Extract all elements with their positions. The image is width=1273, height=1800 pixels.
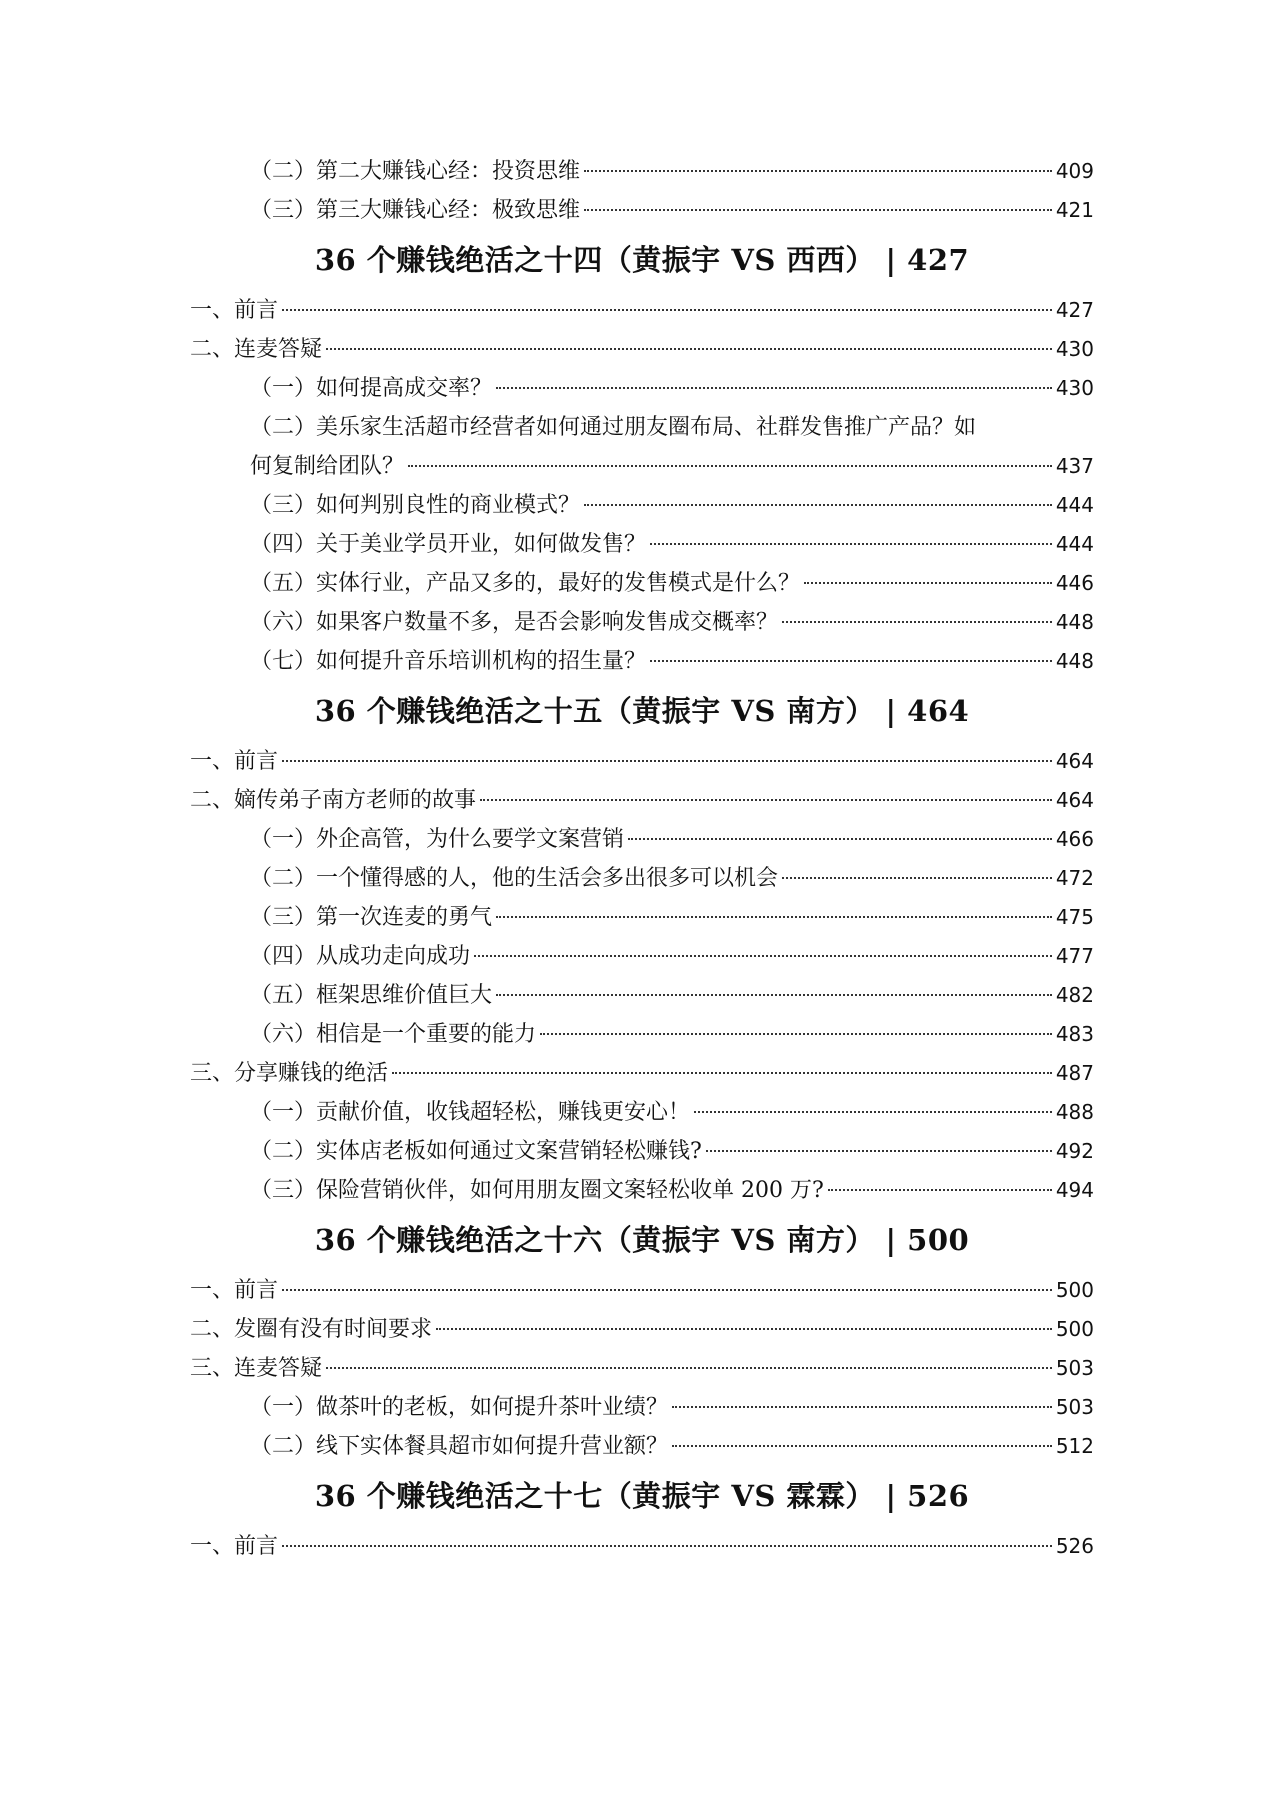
toc-entry[interactable]	[190, 1093, 1094, 1132]
toc-entry[interactable]	[190, 1388, 1094, 1427]
toc-entry-title: （五）框架思维价值巨大	[250, 983, 493, 1008]
toc-entry[interactable]	[190, 642, 1094, 681]
toc-entry-title: （四）从成功走向成功	[250, 944, 471, 969]
toc-entry-title: （二）一个懂得感的人，他的生活会多出很多可以机会	[250, 866, 779, 891]
dot-leader	[496, 387, 1052, 389]
dot-leader	[584, 504, 1052, 506]
toc-entry-page: 430	[1055, 337, 1094, 361]
chapter-heading[interactable]: 36 个赚钱绝活之十七（黄振宇 VS 霖霖） | 526	[314, 1479, 970, 1513]
toc-entry-title: 二、连麦答疑	[190, 337, 323, 362]
dot-leader	[326, 348, 1052, 350]
dot-leader	[282, 760, 1052, 762]
toc-entry-title: 三、分享赚钱的绝活	[190, 1061, 389, 1086]
toc-entry-title: （一）做茶叶的老板，如何提升茶叶业绩？	[250, 1395, 669, 1420]
dot-leader	[782, 877, 1052, 879]
toc-entry[interactable]	[190, 937, 1094, 976]
dot-leader	[282, 1289, 1052, 1291]
dot-leader	[628, 838, 1052, 840]
toc-entry-title: （二）实体店老板如何通过文案营销轻松赚钱?	[250, 1139, 702, 1164]
toc-entry[interactable]	[190, 1271, 1094, 1310]
toc-entry[interactable]	[190, 191, 1094, 230]
dot-leader	[392, 1072, 1052, 1074]
toc-entry[interactable]	[190, 525, 1094, 564]
dot-leader	[408, 465, 1052, 467]
toc-entry-title: （一）外企高管，为什么要学文案营销	[250, 827, 625, 852]
table-of-contents	[190, 152, 1094, 1566]
dot-leader	[474, 955, 1052, 957]
toc-entry-title: 二、嫡传弟子南方老师的故事	[190, 788, 477, 813]
toc-entry-title: （一）如何提高成交率？	[250, 376, 493, 401]
toc-entry[interactable]	[190, 1054, 1094, 1093]
dot-leader	[804, 582, 1052, 584]
toc-entry-page: 494	[1055, 1178, 1094, 1202]
toc-entry-title: 一、前言	[190, 298, 279, 323]
chapter-heading[interactable]: 36 个赚钱绝活之十六（黄振宇 VS 南方） | 500	[314, 1223, 970, 1257]
dot-leader	[584, 170, 1052, 172]
toc-entry-title: 三、连麦答疑	[190, 1356, 323, 1381]
toc-entry[interactable]	[190, 1171, 1094, 1210]
toc-entry-title: 一、前言	[190, 1278, 279, 1303]
toc-entry-title: （一）贡献价值，收钱超轻松，赚钱更安心！	[250, 1100, 691, 1125]
toc-entry-page: 488	[1055, 1100, 1094, 1124]
toc-entry[interactable]	[190, 291, 1094, 330]
toc-entry[interactable]	[190, 330, 1094, 369]
dot-leader	[782, 621, 1052, 623]
toc-entry-title: （三）保险营销伙伴，如何用朋友圈文案轻松收单 200 万?	[250, 1178, 824, 1203]
toc-entry-page: 448	[1055, 649, 1094, 673]
toc-entry-page: 526	[1055, 1534, 1094, 1558]
toc-entry-page: 430	[1055, 376, 1094, 400]
toc-entry-page: 475	[1055, 905, 1094, 929]
toc-entry-page: 446	[1055, 571, 1094, 595]
dot-leader	[672, 1445, 1052, 1447]
toc-entry-title: （五）实体行业，产品又多的，最好的发售模式是什么？	[250, 571, 801, 596]
dot-leader	[828, 1189, 1052, 1191]
toc-entry[interactable]	[190, 603, 1094, 642]
toc-entry[interactable]	[190, 408, 1094, 486]
toc-entry-page: 500	[1055, 1317, 1094, 1341]
dot-leader	[584, 209, 1052, 211]
toc-entry[interactable]	[190, 486, 1094, 525]
dot-leader	[650, 543, 1052, 545]
toc-entry-title: （三）如何判别良性的商业模式？	[250, 493, 581, 518]
toc-entry-page: 444	[1055, 532, 1094, 556]
toc-entry-page: 409	[1055, 159, 1094, 183]
dot-leader	[672, 1406, 1052, 1408]
toc-entry-page: 492	[1055, 1139, 1094, 1163]
toc-entry-title: （二）第二大赚钱心经：投资思维	[250, 159, 581, 184]
toc-entry[interactable]	[190, 369, 1094, 408]
toc-entry-page: 464	[1055, 788, 1094, 812]
toc-entry[interactable]	[190, 976, 1094, 1015]
toc-entry[interactable]	[190, 1132, 1094, 1171]
dot-leader	[706, 1150, 1052, 1152]
toc-entry-title-continued: 何复制给团队？	[250, 454, 405, 479]
toc-entry-title: （二）线下实体餐具超市如何提升营业额？	[250, 1434, 669, 1459]
toc-entry[interactable]	[190, 1310, 1094, 1349]
toc-entry-title: （二）美乐家生活超市经营者如何通过朋友圈布局、社群发售推广产品？如	[250, 415, 977, 440]
dot-leader	[436, 1328, 1052, 1330]
toc-entry-page: 437	[1055, 454, 1094, 478]
toc-entry-page: 464	[1055, 749, 1094, 773]
toc-entry[interactable]	[190, 820, 1094, 859]
toc-entry-page: 444	[1055, 493, 1094, 517]
toc-entry-page: 477	[1055, 944, 1094, 968]
dot-leader	[480, 799, 1052, 801]
dot-leader	[496, 916, 1052, 918]
toc-entry-page: 427	[1055, 298, 1094, 322]
toc-entry-page: 466	[1055, 827, 1094, 851]
toc-entry-title: （三）第一次连麦的勇气	[250, 905, 493, 930]
toc-entry[interactable]	[190, 742, 1094, 781]
dot-leader	[496, 994, 1052, 996]
chapter-heading[interactable]: 36 个赚钱绝活之十四（黄振宇 VS 西西） | 427	[314, 243, 970, 277]
toc-entry-page: 512	[1055, 1434, 1094, 1458]
toc-entry[interactable]	[190, 564, 1094, 603]
toc-entry[interactable]	[190, 1427, 1094, 1466]
toc-entry[interactable]	[190, 859, 1094, 898]
chapter-heading[interactable]: 36 个赚钱绝活之十五（黄振宇 VS 南方） | 464	[314, 694, 970, 728]
toc-entry-page: 503	[1055, 1356, 1094, 1380]
toc-entry-page: 482	[1055, 983, 1094, 1007]
toc-entry-page: 487	[1055, 1061, 1094, 1085]
toc-entry-page: 500	[1055, 1278, 1094, 1302]
toc-entry-page: 483	[1055, 1022, 1094, 1046]
toc-entry-title: （六）如果客户数量不多，是否会影响发售成交概率？	[250, 610, 779, 635]
toc-entry-page: 421	[1055, 198, 1094, 222]
toc-entry-title: （六）相信是一个重要的能力	[250, 1022, 537, 1047]
toc-entry[interactable]	[190, 781, 1094, 820]
toc-entry[interactable]	[190, 1527, 1094, 1566]
toc-entry-title: 二、发圈有没有时间要求	[190, 1317, 433, 1342]
dot-leader	[694, 1111, 1052, 1113]
dot-leader	[282, 309, 1052, 311]
dot-leader	[650, 660, 1052, 662]
toc-entry[interactable]	[190, 152, 1094, 191]
toc-entry[interactable]	[190, 1015, 1094, 1054]
toc-entry-title: 一、前言	[190, 749, 279, 774]
toc-entry[interactable]	[190, 1349, 1094, 1388]
toc-entry-page: 448	[1055, 610, 1094, 634]
toc-entry[interactable]	[190, 898, 1094, 937]
dot-leader	[326, 1367, 1052, 1369]
toc-entry-title: （三）第三大赚钱心经：极致思维	[250, 198, 581, 223]
toc-entry-title: 一、前言	[190, 1534, 279, 1559]
dot-leader	[540, 1033, 1052, 1035]
dot-leader	[282, 1545, 1052, 1547]
toc-entry-title: （四）关于美业学员开业，如何做发售？	[250, 532, 647, 557]
toc-entry-page: 472	[1055, 866, 1094, 890]
toc-entry-title: （七）如何提升音乐培训机构的招生量？	[250, 649, 647, 674]
toc-entry-page: 503	[1055, 1395, 1094, 1419]
